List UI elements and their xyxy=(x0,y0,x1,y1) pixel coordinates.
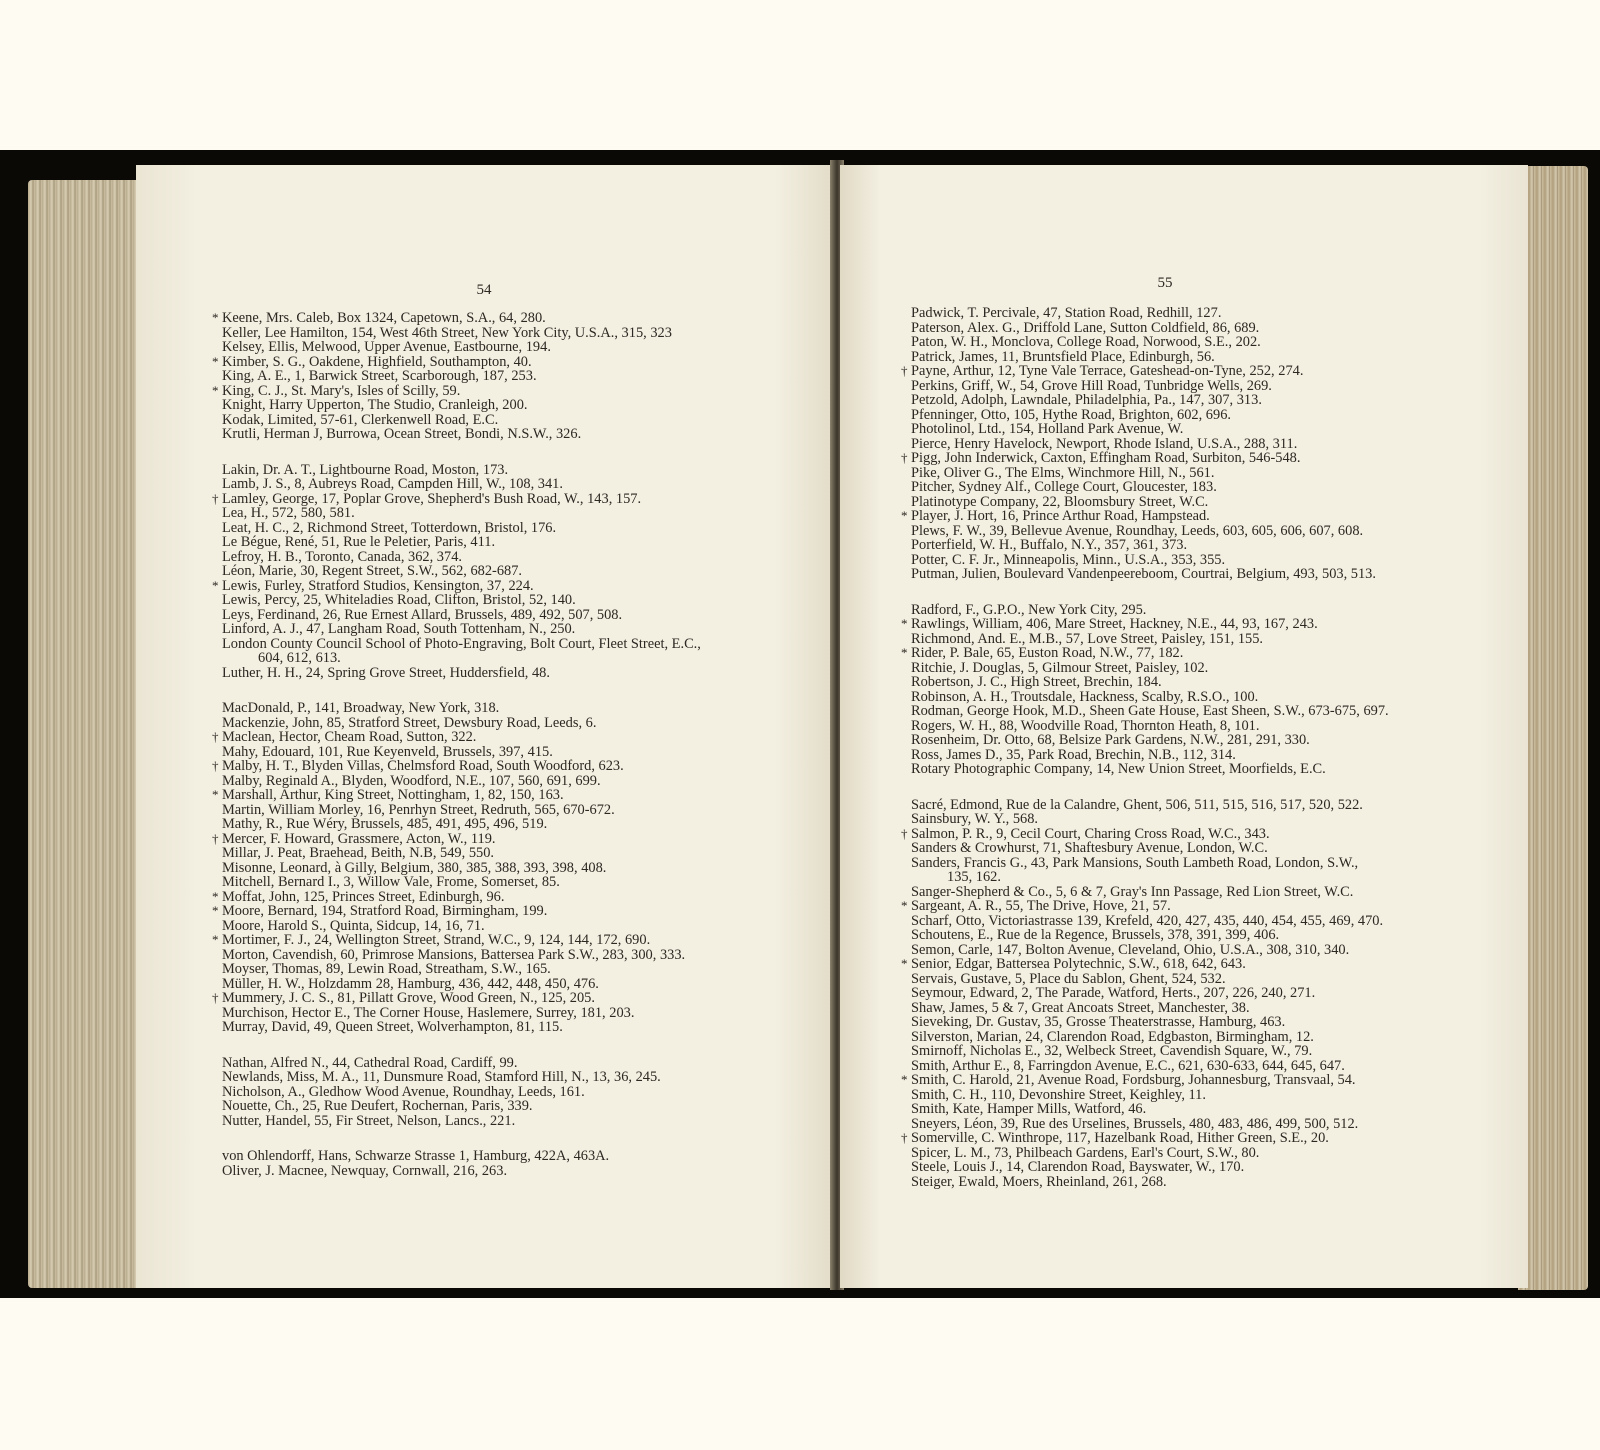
index-entry xyxy=(903,957,1523,972)
entry-text: Rosenheim, Dr. Otto, 68, Belsize Park Gardens, N.W., 281, 291, 330. xyxy=(911,732,1310,748)
index-entry xyxy=(903,350,1523,365)
index-entry xyxy=(214,1006,819,1021)
entry-text: Somerville, C. Winthrope, 117, Hazelbank Road, Hither Green, S.E., 20. xyxy=(911,1130,1329,1146)
index-entry xyxy=(903,719,1523,734)
entry-text: Kodak, Limited, 57-61, Clerkenwell Road, E.C. xyxy=(222,411,499,428)
entry-mark: * xyxy=(901,898,908,913)
entry-text: Lamley, George, 17, Poplar Grove, Shepherd's Bush Road, W., 143, 157. xyxy=(222,490,642,507)
entry-mark: * xyxy=(901,616,908,631)
entry-text: Léon, Marie, 30, Regent Street, S.W., 562, 682-687. xyxy=(222,563,523,579)
entry-text: Lefroy, H. B., Toronto, Canada, 362, 374. xyxy=(222,548,462,565)
index-letter-group xyxy=(214,463,819,681)
index-entry xyxy=(214,637,819,666)
index-entry xyxy=(214,890,819,905)
entry-text: Leys, Ferdinand, 26, Rue Ernest Allard, Brussels, 489, 492, 507, 508. xyxy=(222,606,623,623)
entry-text: Sanger-Shepherd & Co., 5, 6 & 7, Gray's Inn Passage, Red Lion Street, W.C. xyxy=(911,883,1354,900)
entry-text: Lewis, Furley, Stratford Studios, Kensington, 37, 224. xyxy=(222,577,534,594)
index-entry xyxy=(903,1001,1523,1016)
index-letter-group xyxy=(214,311,819,442)
index-entry xyxy=(903,885,1523,900)
entry-text: Murray, David, 49, Queen Street, Wolverhampton, 81, 115. xyxy=(222,1019,563,1035)
index-entry xyxy=(903,1015,1523,1030)
index-entry xyxy=(214,919,819,934)
entry-text: Ross, James D., 35, Park Road, Brechin, N.B., 112, 314. xyxy=(911,746,1236,763)
index-entry xyxy=(214,962,819,977)
index-entry xyxy=(903,812,1523,827)
entry-text: Millar, J. Peat, Braehead, Beith, N.B, 549, 550. xyxy=(222,845,495,861)
entry-text: Pitcher, Sydney Alf., College Court, Gloucester, 183. xyxy=(911,479,1217,495)
entry-mark: * xyxy=(212,310,219,325)
index-letter-group xyxy=(214,701,819,1035)
entry-text: Sanders & Crowhurst, 71, Shaftesbury Avenue, London, W.C. xyxy=(911,840,1268,856)
entry-text: Photolinol, Ltd., 154, Holland Park Avenue, W. xyxy=(911,421,1184,437)
index-entry xyxy=(214,1099,819,1114)
index-entry xyxy=(903,675,1523,690)
entry-text: Maclean, Hector, Cheam Road, Sutton, 322. xyxy=(222,729,477,745)
entry-text: Steele, Louis J., 14, Clarendon Road, Bayswater, W., 170. xyxy=(911,1159,1245,1175)
index-entry xyxy=(214,759,819,774)
entry-text: Senior, Edgar, Battersea Polytechnic, S.W., 618, 642, 643. xyxy=(911,956,1246,972)
entry-text: Malby, H. T., Blyden Villas, Chelmsford Road, South Woodford, 623. xyxy=(222,758,624,774)
entry-text: Murchison, Hector E., The Corner House, Haslemere, Surrey, 181, 203. xyxy=(222,1004,635,1021)
entry-mark: * xyxy=(212,903,219,918)
index-entry xyxy=(214,904,819,919)
entry-text: Servais, Gustave, 5, Place du Sablon, Ghent, 524, 532. xyxy=(911,970,1226,987)
index-entry xyxy=(214,701,819,716)
index-entry xyxy=(214,977,819,992)
index-entry xyxy=(214,730,819,745)
entry-text: Marshall, Arthur, King Street, Nottingham, 1, 82, 150, 163. xyxy=(222,787,564,803)
index-entry xyxy=(903,1146,1523,1161)
index-entry xyxy=(903,1117,1523,1132)
index-entry xyxy=(903,393,1523,408)
entry-text: Rider, P. Bale, 65, Euston Road, N.W., 77, 182. xyxy=(911,645,1184,661)
entry-text: Potter, C. F. Jr., Minneapolis, Minn., U.S.A., 353, 355. xyxy=(911,551,1226,568)
entry-mark: † xyxy=(901,1130,908,1145)
page-number: 54 xyxy=(476,282,492,298)
entry-text: Lea, H., 572, 580, 581. xyxy=(222,505,355,521)
entry-text: King, A. E., 1, Barwick Street, Scarborough, 187, 253. xyxy=(222,368,537,384)
entry-text: Schoutens, E., Rue de la Regence, Brussels, 378, 391, 399, 406. xyxy=(911,927,1280,943)
entry-text: Semon, Carle, 147, Bolton Avenue, Cleveland, Ohio, U.S.A., 308, 310, 340. xyxy=(911,941,1350,958)
index-entry xyxy=(903,704,1523,719)
index-entry xyxy=(903,437,1523,452)
entry-mark: * xyxy=(212,353,219,369)
index-entry xyxy=(214,463,819,478)
entry-text: Sainsbury, W. Y., 568. xyxy=(911,811,1038,827)
index-entry xyxy=(214,803,819,818)
entry-text: Rotary Photographic Company, 14, New Union Street, Moorfields, E.C. xyxy=(911,761,1326,777)
entry-mark: * xyxy=(901,645,908,660)
entry-text: Paterson, Alex. G., Driffold Lane, Sutton Coldfield, 86, 689. xyxy=(911,319,1260,336)
index-entry xyxy=(214,1114,819,1129)
entry-text: Pierce, Henry Havelock, Newport, Rhode Island, U.S.A., 288, 311. xyxy=(911,435,1298,452)
index-entry xyxy=(903,364,1523,379)
entry-text: Keller, Lee Hamilton, 154, West 46th Street, New York City, U.S.A., 315, 323 xyxy=(222,324,672,341)
index-entry xyxy=(903,827,1523,842)
index-entry xyxy=(903,972,1523,987)
index-entry xyxy=(214,1085,819,1100)
entry-text: Moore, Bernard, 194, Stratford Road, Birmingham, 199. xyxy=(222,903,548,919)
index-letter-group xyxy=(214,1149,819,1178)
index-entry xyxy=(214,492,819,507)
entry-text: Sargeant, A. R., 55, The Drive, Hove, 21, 57. xyxy=(911,898,1171,914)
entry-text: Seymour, Edward, 2, The Parade, Watford, Herts., 207, 226, 240, 271. xyxy=(911,985,1316,1001)
entry-text: Patrick, James, 11, Bruntsfield Place, Edinburgh, 56. xyxy=(911,348,1215,365)
index-entry xyxy=(214,311,819,326)
index-entry xyxy=(214,1020,819,1035)
index-entry xyxy=(903,1073,1523,1088)
index-entry xyxy=(903,986,1523,1001)
index-entry xyxy=(903,1160,1523,1175)
index-entry xyxy=(903,1030,1523,1045)
index-entry xyxy=(214,477,819,492)
index-entry xyxy=(214,1164,819,1179)
entry-text: Pike, Oliver G., The Elms, Winchmore Hill, N., 561. xyxy=(911,464,1215,481)
index-entry xyxy=(903,748,1523,763)
page-edges-left xyxy=(28,180,143,1288)
index-entry xyxy=(903,1088,1523,1103)
entry-text: Le Bégue, René, 51, Rue le Peletier, Paris, 411. xyxy=(222,534,496,550)
entry-text: Robinson, A. H., Troutsdale, Hackness, Scalby, R.S.O., 100. xyxy=(911,688,1259,705)
entry-text: Porterfield, W. H., Buffalo, N.Y., 357, 361, 373. xyxy=(911,537,1188,553)
index-entry xyxy=(214,593,819,608)
index-entry xyxy=(214,991,819,1006)
entry-text: Mummery, J. C. S., 81, Pillatt Grove, Wood Green, N., 125, 205. xyxy=(222,990,595,1006)
index-entry xyxy=(214,933,819,948)
index-entry xyxy=(214,340,819,355)
entry-text: Rawlings, William, 406, Mare Street, Hackney, N.E., 44, 93, 167, 243. xyxy=(911,616,1318,632)
index-entry xyxy=(903,798,1523,813)
index-entry xyxy=(903,509,1523,524)
index-entry xyxy=(214,384,819,399)
index-entry xyxy=(903,321,1523,336)
entry-mark: * xyxy=(212,932,219,947)
entry-text: Leat, H. C., 2, Richmond Street, Totterdown, Bristol, 176. xyxy=(222,519,557,536)
index-entry xyxy=(903,524,1523,539)
entry-text: Payne, Arthur, 12, Tyne Vale Terrace, Gateshead-on-Tyne, 252, 274. xyxy=(911,363,1304,379)
index-entry xyxy=(214,875,819,890)
index-entry xyxy=(903,335,1523,350)
entry-text: Mathy, R., Rue Wéry, Brussels, 485, 491, 495, 496, 519. xyxy=(222,816,548,832)
index-entries xyxy=(214,311,819,1199)
entry-text: Mortimer, F. J., 24, Wellington Street, Strand, W.C., 9, 124, 144, 172, 690. xyxy=(222,932,651,948)
index-entry xyxy=(214,521,819,536)
entry-text: Mitchell, Bernard I., 3, Willow Vale, Frome, Somerset, 85. xyxy=(222,874,560,890)
entry-text: Player, J. Hort, 16, Prince Arthur Road, Hampstead. xyxy=(911,508,1210,524)
index-entry xyxy=(903,617,1523,632)
index-entry xyxy=(214,326,819,341)
index-entry xyxy=(214,774,819,789)
index-entry xyxy=(214,413,819,428)
entry-mark: * xyxy=(901,1072,908,1087)
index-entry xyxy=(903,538,1523,553)
entry-text: Platinotype Company, 22, Bloomsbury Street, W.C. xyxy=(911,493,1209,510)
entry-text: Petzold, Adolph, Lawndale, Philadelphia, Pa., 147, 307, 313. xyxy=(911,392,1262,408)
index-entry xyxy=(214,716,819,731)
entry-mark: * xyxy=(212,382,219,398)
index-entry xyxy=(903,914,1523,929)
entry-text: Spicer, L. M., 73, Philbeach Gardens, Earl's Court, S.W., 80. xyxy=(911,1144,1260,1161)
entry-mark: * xyxy=(901,508,908,523)
index-entry xyxy=(903,856,1523,885)
index-entry xyxy=(903,379,1523,394)
entry-text: Nouette, Ch., 25, Rue Deufert, Rochernan, Paris, 339. xyxy=(222,1098,533,1114)
entry-mark: † xyxy=(212,729,219,744)
index-entry xyxy=(214,817,819,832)
index-entry xyxy=(903,408,1523,423)
right-page xyxy=(840,165,1528,1288)
entry-text: MacDonald, P., 141, Broadway, New York, 318. xyxy=(222,700,500,716)
left-page xyxy=(136,165,834,1288)
entry-text: London County Council School of Photo-Engraving, Bolt Court, Fleet Street, E.C., xyxy=(222,635,701,652)
page-edges-right xyxy=(1518,166,1588,1290)
index-entry xyxy=(903,661,1523,676)
index-entry xyxy=(214,788,819,803)
index-entry xyxy=(214,666,819,681)
entry-mark: † xyxy=(901,450,908,465)
entry-text: Salmon, P. R., 9, Cecil Court, Charing Cross Road, W.C., 343. xyxy=(911,825,1270,842)
entry-text: Sanders, Francis G., 43, Park Mansions, South Lambeth Road, London, S.W., xyxy=(911,854,1359,871)
entry-text: Pfenninger, Otto, 105, Hythe Road, Brighton, 602, 696. xyxy=(911,406,1231,423)
entry-text: Sacré, Edmond, Rue de la Calandre, Ghent, 506, 511, 515, 516, 517, 520, 522. xyxy=(911,796,1363,813)
entry-text: Ritchie, J. Douglas, 5, Gilmour Street, Paisley, 102. xyxy=(911,659,1209,676)
index-entry xyxy=(903,943,1523,958)
entry-mark: † xyxy=(212,990,219,1005)
entry-text: Putman, Julien, Boulevard Vandenpeereboom, Courtrai, Belgium, 493, 503, 513. xyxy=(911,566,1376,582)
index-entry xyxy=(903,1059,1523,1074)
entry-text: Silverston, Marian, 24, Clarendon Road, Edgbaston, Birmingham, 12. xyxy=(911,1028,1314,1045)
entry-text: von Ohlendorff, Hans, Schwarze Strasse 1, Hamburg, 422A, 463A. xyxy=(222,1148,610,1164)
entry-text: Scharf, Otto, Victoriastrasse 139, Krefeld, 420, 427, 435, 440, 454, 455, 469, 470. xyxy=(911,912,1384,929)
index-entry xyxy=(214,861,819,876)
entry-text: Moyser, Thomas, 89, Lewin Road, Streatham, S.W., 165. xyxy=(222,961,551,977)
entry-text: Steiger, Ewald, Moers, Rheinland, 261, 268. xyxy=(911,1173,1167,1190)
index-entry xyxy=(903,567,1523,582)
entry-continuation: 604, 612, 613. xyxy=(258,650,341,666)
index-letter-group xyxy=(903,603,1523,777)
index-entry xyxy=(214,1149,819,1164)
index-letter-group xyxy=(903,798,1523,1190)
entry-text: Newlands, Miss, M. A., 11, Dunsmure Road, Stamford Hill, N., 13, 36, 245. xyxy=(222,1069,661,1085)
entry-mark: † xyxy=(901,825,908,841)
entry-text: Moore, Harold S., Quinta, Sidcup, 14, 16, 71. xyxy=(222,917,485,934)
entry-mark: † xyxy=(901,363,908,378)
index-entry xyxy=(903,841,1523,856)
index-entry xyxy=(903,733,1523,748)
index-entry xyxy=(214,1070,819,1085)
entry-mark: † xyxy=(212,830,219,846)
entry-text: Perkins, Griff, W., 54, Grove Hill Road, Tunbridge Wells, 269. xyxy=(911,377,1272,394)
index-entry xyxy=(903,1175,1523,1190)
entry-text: Rodman, George Hook, M.D., Sheen Gate House, East Sheen, S.W., 673-675, 697. xyxy=(911,703,1389,719)
entry-text: Sneyers, Léon, 39, Rue des Urselines, Brussels, 480, 483, 486, 499, 500, 512. xyxy=(911,1115,1359,1132)
entry-text: Plews, F. W., 39, Bellevue Avenue, Roundhay, Leeds, 603, 605, 606, 607, 608. xyxy=(911,522,1364,539)
entry-text: Martin, William Morley, 16, Penrhyn Street, Redruth, 565, 670-672. xyxy=(222,801,615,818)
page-number: 55 xyxy=(1157,275,1173,291)
entry-mark: * xyxy=(212,787,219,802)
index-entry xyxy=(214,550,819,565)
entry-text: Morton, Cavendish, 60, Primrose Mansions, Battersea Park S.W., 283, 300, 333. xyxy=(222,946,686,963)
entry-text: Smith, C. H., 110, Devonshire Street, Keighley, 11. xyxy=(911,1086,1206,1103)
entry-text: Lamb, J. S., 8, Aubreys Road, Campden Hill, W., 108, 341. xyxy=(222,476,563,492)
entry-continuation: 135, 162. xyxy=(947,869,1001,885)
index-entry xyxy=(214,622,819,637)
index-entry xyxy=(214,535,819,550)
entry-text: Lakin, Dr. A. T., Lightbourne Road, Moston, 173. xyxy=(222,461,509,478)
index-entry xyxy=(903,422,1523,437)
index-entry xyxy=(903,762,1523,777)
index-entry xyxy=(903,451,1523,466)
entry-text: Nathan, Alfred N., 44, Cathedral Road, Cardiff, 99. xyxy=(222,1054,518,1071)
index-entry xyxy=(903,646,1523,661)
entry-text: Pigg, John Inderwick, Caxton, Effingham Road, Surbiton, 546-548. xyxy=(911,450,1301,466)
index-entry xyxy=(214,506,819,521)
index-entry xyxy=(903,306,1523,321)
entry-text: Mercer, F. Howard, Grassmere, Acton, W., 119. xyxy=(222,830,496,847)
index-entry xyxy=(214,948,819,963)
entry-text: Nicholson, A., Gledhow Wood Avenue, Roundhay, Leeds, 161. xyxy=(222,1083,585,1100)
index-entry xyxy=(903,928,1523,943)
entry-text: Linford, A. J., 47, Langham Road, South Tottenham, N., 250. xyxy=(222,621,576,637)
index-entry xyxy=(903,690,1523,705)
entry-mark: † xyxy=(212,490,219,506)
entry-text: Smith, Arthur E., 8, Farringdon Avenue, E.C., 621, 630-633, 644, 645, 647. xyxy=(911,1057,1345,1074)
entry-text: Knight, Harry Upperton, The Studio, Cranleigh, 200. xyxy=(222,397,528,413)
entry-text: Moffat, John, 125, Princes Street, Edinburgh, 96. xyxy=(222,888,505,905)
index-entry xyxy=(214,832,819,847)
entry-text: Shaw, James, 5 & 7, Great Ancoats Street, Manchester, 38. xyxy=(911,999,1250,1016)
entry-text: Robertson, J. C., High Street, Brechin, 184. xyxy=(911,674,1162,690)
index-entry xyxy=(214,355,819,370)
index-entry xyxy=(903,899,1523,914)
index-entry xyxy=(214,579,819,594)
entry-text: Malby, Reginald A., Blyden, Woodford, N.E., 107, 560, 691, 699. xyxy=(222,772,601,789)
entry-text: Mackenzie, John, 85, Stratford Street, Dewsbury Road, Leeds, 6. xyxy=(222,714,597,731)
entry-text: Misonne, Leonard, à Gilly, Belgium, 380, 385, 388, 393, 398, 408. xyxy=(222,859,607,876)
entry-text: Keene, Mrs. Caleb, Box 1324, Capetown, S.A., 64, 280. xyxy=(222,310,546,326)
index-entry xyxy=(214,608,819,623)
entry-mark: * xyxy=(901,956,908,971)
entry-mark: * xyxy=(212,577,219,593)
index-entry xyxy=(903,553,1523,568)
entry-text: Rogers, W. H., 88, Woodville Road, Thornton Heath, 8, 101. xyxy=(911,717,1260,734)
entry-text: Nutter, Handel, 55, Fir Street, Nelson, Lancs., 221. xyxy=(222,1112,516,1129)
entry-text: Mahy, Edouard, 101, Rue Keyenveld, Brussels, 397, 415. xyxy=(222,743,553,760)
index-entry xyxy=(214,1056,819,1071)
index-entry xyxy=(903,1131,1523,1146)
index-entry xyxy=(903,1102,1523,1117)
index-entry xyxy=(903,632,1523,647)
index-entry xyxy=(214,846,819,861)
entry-text: Radford, F., G.P.O., New York City, 295. xyxy=(911,601,1147,618)
index-letter-group xyxy=(214,1056,819,1129)
entry-text: Kelsey, Ellis, Melwood, Upper Avenue, Eastbourne, 194. xyxy=(222,339,551,355)
index-entry xyxy=(903,603,1523,618)
entry-text: Müller, H. W., Holzdamm 28, Hamburg, 436, 442, 448, 450, 476. xyxy=(222,975,599,992)
entry-text: Richmond, And. E., M.B., 57, Love Street, Paisley, 151, 155. xyxy=(911,630,1264,647)
entry-text: Lewis, Percy, 25, Whiteladies Road, Clifton, Bristol, 52, 140. xyxy=(222,592,576,608)
index-letter-group xyxy=(903,306,1523,582)
entry-text: Oliver, J. Macnee, Newquay, Cornwall, 216, 263. xyxy=(222,1162,508,1179)
entry-text: Kimber, S. G., Oakdene, Highfield, Southampton, 40. xyxy=(222,353,532,370)
index-entry xyxy=(903,466,1523,481)
entry-text: Smith, Kate, Hamper Mills, Watford, 46. xyxy=(911,1101,1147,1117)
index-entry xyxy=(214,398,819,413)
index-entries xyxy=(903,306,1523,1210)
index-entry xyxy=(214,564,819,579)
index-entry xyxy=(214,369,819,384)
entry-mark: * xyxy=(212,888,219,904)
entry-text: Padwick, T. Percivale, 47, Station Road, Redhill, 127. xyxy=(911,305,1222,321)
entry-text: Smirnoff, Nicholas E., 32, Welbeck Street, Cavendish Square, W., 79. xyxy=(911,1043,1313,1059)
entry-text: Krutli, Herman J, Burrowa, Ocean Street, Bondi, N.S.W., 326. xyxy=(222,426,582,442)
entry-text: Smith, C. Harold, 21, Avenue Road, Fordsburg, Johannesburg, Transvaal, 54. xyxy=(911,1072,1356,1088)
entry-text: Paton, W. H., Monclova, College Road, Norwood, S.E., 202. xyxy=(911,334,1261,350)
entry-text: King, C. J., St. Mary's, Isles of Scilly, 59. xyxy=(222,382,461,399)
entry-text: Sieveking, Dr. Gustav, 35, Grosse Theaterstrasse, Hamburg, 463. xyxy=(911,1014,1286,1030)
index-entry xyxy=(903,1044,1523,1059)
entry-text: Luther, H. H., 24, Spring Grove Street, Huddersfield, 48. xyxy=(222,664,550,681)
index-entry xyxy=(214,427,819,442)
index-entry xyxy=(903,495,1523,510)
entry-mark: † xyxy=(212,758,219,773)
index-entry xyxy=(903,480,1523,495)
index-entry xyxy=(214,745,819,760)
